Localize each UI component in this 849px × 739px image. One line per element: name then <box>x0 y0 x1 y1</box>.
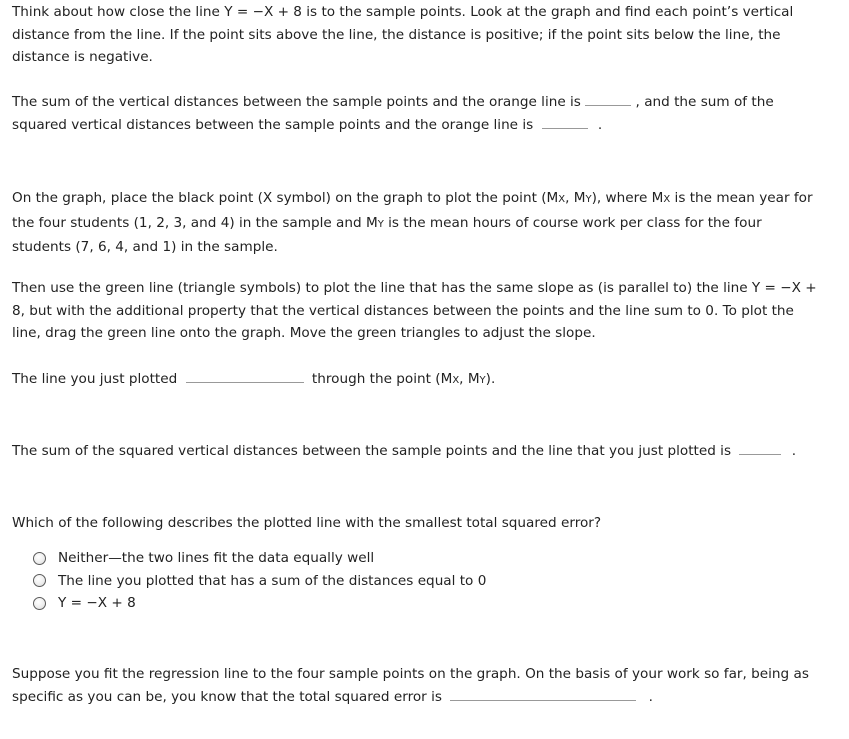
plotted-line-text-2: through the point (M <box>311 371 453 387</box>
mc-question-text: Which of the following describes the plotted line with the smallest total squared error? <box>12 515 602 531</box>
mc-option-label: Neither—the two lines fit the data equally well <box>58 550 375 566</box>
regression-question-paragraph <box>12 663 818 708</box>
plotted-my-subscript: Y <box>479 375 486 386</box>
mx-subscript: X <box>558 194 566 205</box>
mc-option-label: Y = −X + 8 <box>58 595 136 611</box>
sum-question-text-2: , and the sum of the squared vertical distances between the sample points and the orange line is <box>12 94 774 133</box>
plotted-line-text-3: , M <box>459 371 480 387</box>
mc-option-plotted-line[interactable] <box>33 570 486 593</box>
squared-distances-dropdown[interactable] <box>739 441 781 455</box>
graph-instructions-text-4: is the mean year for the four students (1, 2, 3, and 4) in the sample and M <box>12 190 813 231</box>
mc-option-orange-line[interactable] <box>33 592 486 615</box>
graph-instructions-text-3: ), where M <box>591 190 664 206</box>
plotted-line-text-1: The line you just plotted <box>12 371 178 387</box>
green-line-instructions-paragraph <box>12 277 818 345</box>
regression-question-text-1: Suppose you fit the regression line to the four sample points on the graph. On the basis of your work so far, being as specific as you can be, you know that the total squared error is <box>12 666 809 705</box>
mc-option-label: The line you plotted that has a sum of the distances equal to 0 <box>58 572 487 589</box>
squared-question-text-2: . <box>791 443 797 459</box>
plotted-line-dropdown[interactable] <box>186 369 304 383</box>
green-line-instructions-text: Then use the green line (triangle symbols) to plot the line that has the same slope as (is parallel to) the line Y = −X + 8, but with the additional property that the vertical distances between the points and the line sum to 0. To plot the line, drag the green line onto the graph. Move the green triangles to adjust the slope. <box>12 280 817 341</box>
sum-question-text-1: The sum of the vertical distances between the sample points and the orange line is <box>12 94 581 110</box>
plotted-mx-subscript: X <box>452 375 460 386</box>
squared-question-text-1: The sum of the squared vertical distances between the sample points and the line that you just plotted is <box>12 443 732 459</box>
graph-instructions-paragraph <box>12 187 818 259</box>
regression-question-text-2: . <box>648 688 653 705</box>
mc-options-list <box>33 547 486 615</box>
total-squared-error-dropdown[interactable] <box>450 687 636 701</box>
intro-paragraph <box>12 1 818 69</box>
mc-option-neither[interactable] <box>33 547 486 570</box>
squared-question-paragraph <box>12 440 818 463</box>
my-subscript: Y <box>585 194 592 205</box>
sum-question-paragraph <box>12 91 818 136</box>
radio-button[interactable] <box>33 552 46 565</box>
radio-button[interactable] <box>33 597 46 610</box>
my-subscript-2: Y <box>377 218 384 230</box>
graph-instructions-text-1: On the graph, place the black point (X symbol) on the graph to plot the point (M <box>12 190 559 206</box>
radio-button[interactable] <box>33 574 46 587</box>
sum-question-text-3: . <box>597 116 603 133</box>
mx-subscript-2: X <box>663 194 671 205</box>
graph-instructions-text-5: is the mean hours of course work per class for the four students (7, 6, 4, and 1) in the sample. <box>12 214 762 255</box>
graph-instructions-text-2: , M <box>565 190 586 206</box>
mc-question-prompt <box>12 512 818 535</box>
intro-text: Think about how close the line Y = −X + 8 is to the sample points. Look at the graph and find each point’s vertical distance from the line. If the point sits above the line, the distance is positive; if the point sits below the line, the distance is negative. <box>12 4 794 65</box>
sum-distances-dropdown[interactable] <box>585 92 631 106</box>
sum-squared-distances-dropdown[interactable] <box>542 115 588 129</box>
plotted-line-text-4: ). <box>485 371 496 387</box>
plotted-line-paragraph <box>12 368 818 393</box>
